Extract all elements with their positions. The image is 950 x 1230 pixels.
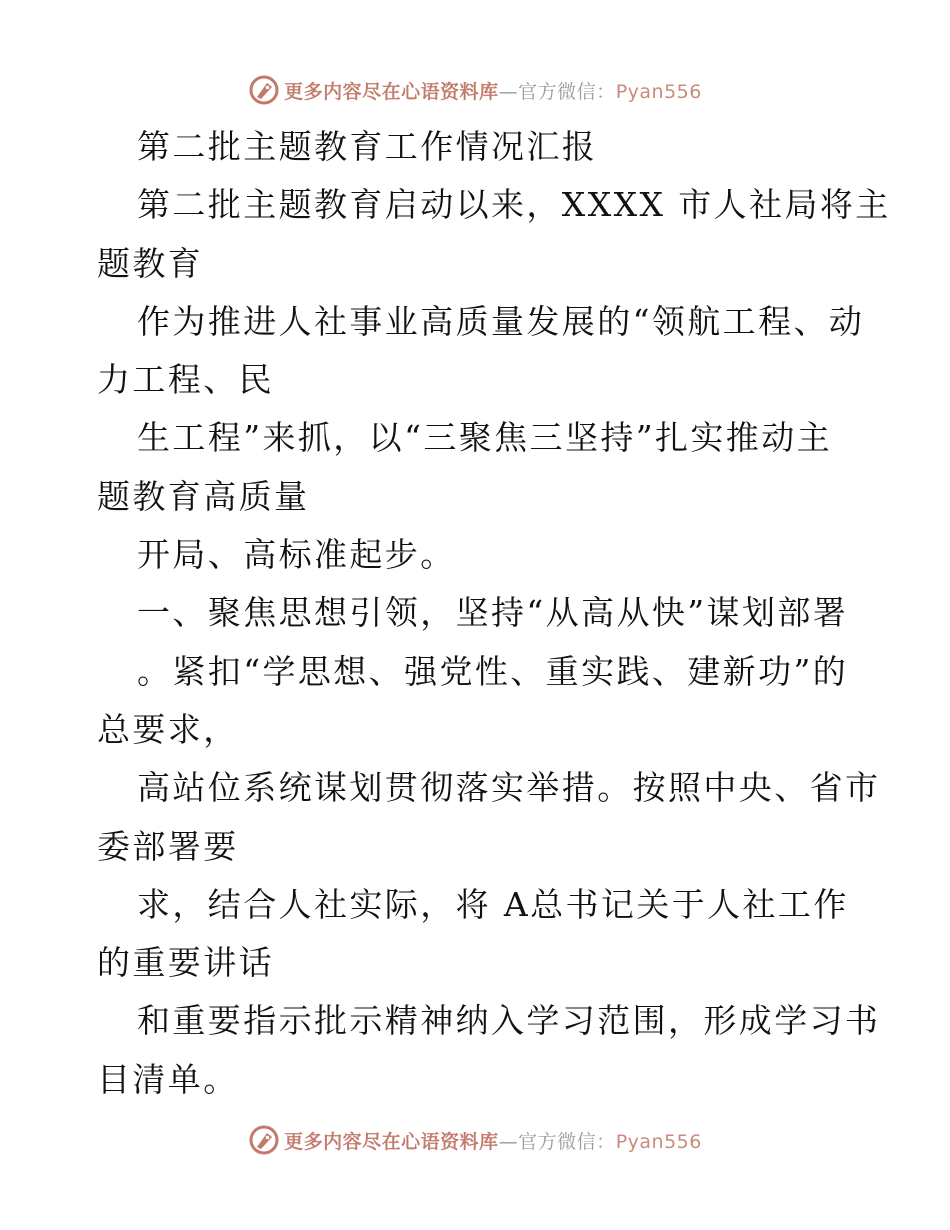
watermark-brand: 更多内容尽在心语资料库: [284, 80, 499, 103]
text-line: 总要求，: [97, 709, 239, 749]
text-line: 和重要指示批示精神纳入学习范围，形成学习书: [137, 1001, 881, 1041]
text-line: 生工程”来抓，以“三聚焦三坚持”扎实推动主: [137, 418, 833, 458]
text-line: 第二批主题教育工作情况汇报: [137, 127, 598, 166]
text-line: 题教育: [97, 243, 204, 283]
watermark-wechat-label: 官方微信：: [518, 1130, 616, 1153]
watermark-wechat-id: Pyan556: [615, 1130, 702, 1153]
footer-watermark: [0, 1120, 950, 1160]
text-line: 求，结合人社实际，将 A总书记关于人社工作: [137, 884, 849, 924]
watermark-wechat-id: Pyan556: [615, 80, 702, 103]
document-body: [97, 118, 891, 1109]
text-line: 第二批主题教育启动以来，XXXX 市人社局将主: [137, 185, 891, 225]
watermark-text: [284, 77, 702, 104]
text-line: 目清单。: [97, 1059, 239, 1099]
pen-nib-logo-icon: [248, 74, 280, 106]
watermark-dash: —: [498, 1130, 519, 1153]
text-line: 。紧扣“学思想、强党性、重实践、建新功”的: [137, 651, 849, 691]
text-line: 作为推进人社事业高质量发展的“领航工程、动: [137, 301, 865, 341]
text-line: 题教育高质量: [97, 476, 310, 516]
pen-nib-logo-icon: [248, 1124, 280, 1156]
text-line: 开局、高标准起步。: [137, 535, 456, 575]
watermark-dash: —: [498, 80, 519, 103]
watermark-text: [284, 1127, 702, 1154]
header-watermark: [0, 70, 950, 110]
text-line: 高站位系统谋划贯彻落实举措。按照中央、省市: [137, 768, 881, 808]
watermark-brand: 更多内容尽在心语资料库: [284, 1130, 499, 1153]
text-line: 委部署要: [97, 826, 239, 866]
text-line: 的重要讲话: [97, 943, 274, 983]
text-line: 一、聚焦思想引领，坚持“从高从快”谋划部署: [137, 593, 849, 633]
text-line: 力工程、民: [97, 360, 274, 400]
watermark-wechat-label: 官方微信：: [518, 80, 616, 103]
